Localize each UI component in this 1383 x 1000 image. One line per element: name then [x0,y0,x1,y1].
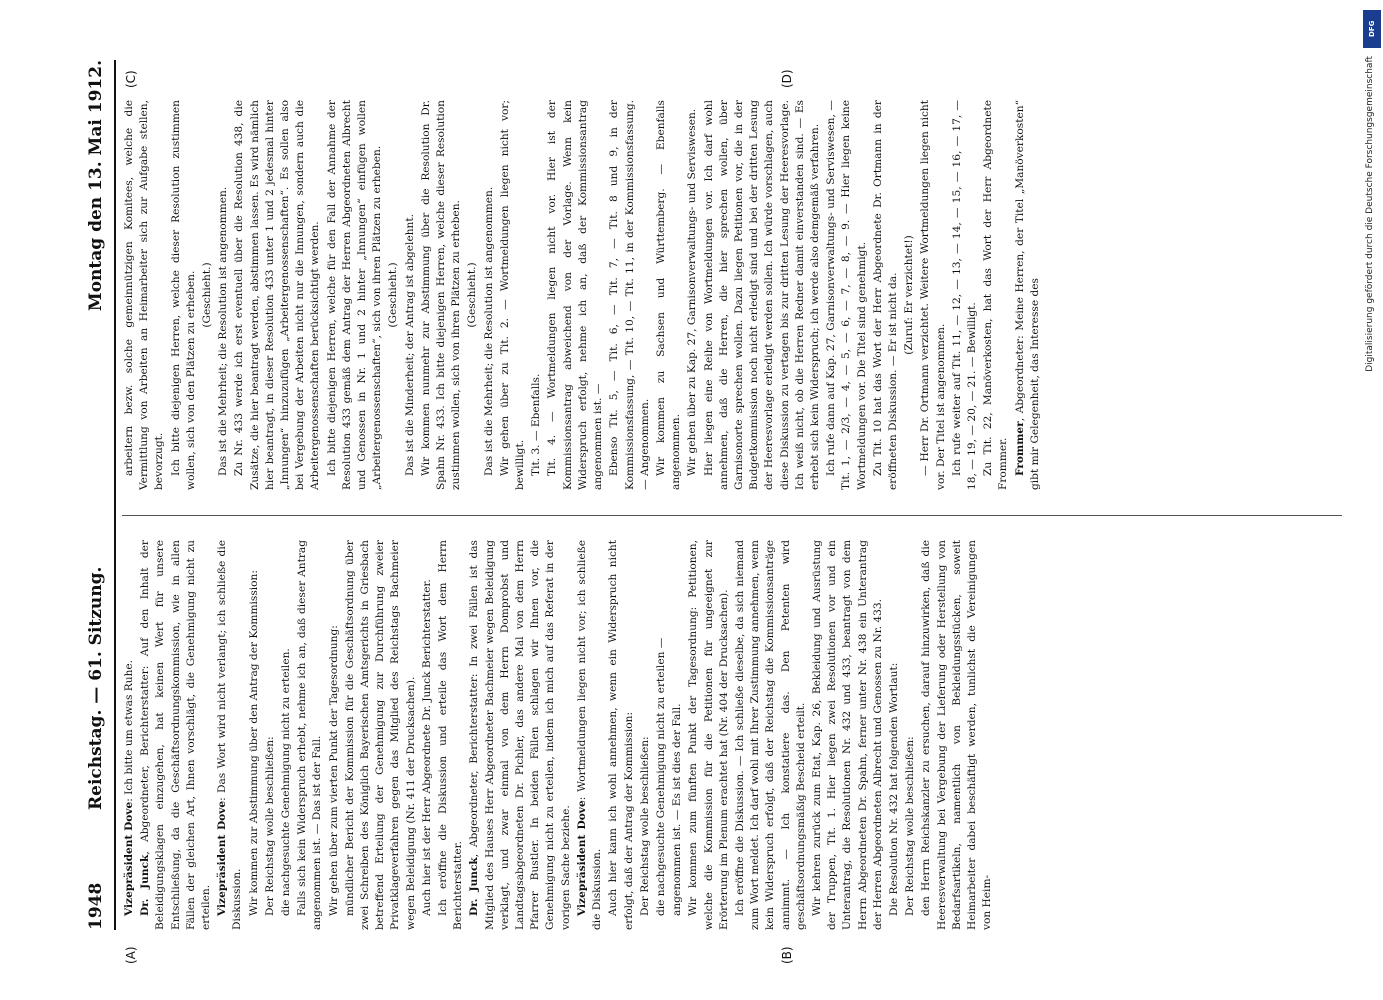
page-header [80,60,116,930]
column-divider [122,515,1342,516]
paragraph: die nachgesuchte Genehmigung nicht zu erteilen — [654,637,667,916]
paragraph: arbeitern bezw. solche gemeinnützigen Komitees, welche die Vermittlung von Arbeiten an Heimarbeiter sich zur Aufgabe stellen, bevorzugt. [123,100,166,490]
paragraph: Auch hier kann ich wohl annehmen, wenn ein Widerspruch nicht erfolgt, daß der Antrag der Kommission: [607,540,635,930]
left-text-column [122,540,1362,930]
page-number: 1948 [86,882,106,930]
margin-mark-a: (A) [124,946,138,964]
paragraph: Zu Tit. 10 hat das Wort der Herr Abgeordnete Dr. Ortmann in der eröffneten Diskussion. — Er ist nicht da. [871,100,899,490]
paragraph: Tit. 3. — Ebenfalls. [530,373,543,476]
margin-mark-c: (C) [124,70,138,88]
paragraph: (Geschieht.) [201,262,214,328]
paragraph: Zu Nr. 433 werde ich erst eventuell über die Resolution 438, die Zusätze, die hier beantragt werden, abstimmen lassen. Es wird nämlich hier beantragt, in dieser Resolution 433 unter 1 und 2 jedesmal hinter „Innungen“ hinzuzufügen „Arbeitergenossenschaften“. Es sollen also bei Vergebung der Arbeiten nicht nur die Innungen, sondern auch die Arbeitergenossenschaften berücksichtigt werden. [233,100,322,490]
paragraph: Wir kommen nunmehr zur Abstimmung über die Resolution Dr. Spahn Nr. 433. Ich bitte diejenigen Herren, welche dieser Resolution zustimmen wollen, sich von ihren Plätzen zu erheben. [419,100,463,490]
margin-mark-d: (D) [780,69,794,88]
paragraph: Die Resolution Nr. 432 hat folgenden Wortlaut: [887,662,900,916]
paragraph: Wir kommen zur Abstimmung über den Antrag der Kommission: [247,570,260,916]
paragraph: Das ist die Mehrheit; die Resolution ist angenommen. [482,186,495,476]
paragraph: Ebenso Tit. 5, — Tit. 6, — Tit. 7, — Tit. 8 und 9, in der Kommissionsfassung, — Tit. 10, — Tit. 11, in der Kommissionsfassung. — Angenommen. [608,100,651,490]
paragraph: (Zuruf: Er verzichtet!) [903,235,916,355]
paragraph: — Herr Dr. Ortmann verzichtet. Weitere Wortmeldungen liegen nicht vor. Der Titel ist angenommen. [919,100,947,490]
paragraph: Das ist die Mehrheit; die Resolution ist angenommen. [217,186,230,476]
paragraph: Vizepräsident Dove: Das Wort wird nicht verlangt; ich schließe die Diskussion. [216,540,244,930]
paragraph: Wir kommen zum fünften Punkt der Tagesordnung: Petitionen, welche die Kommission für die Petitionen für ungeeignet zur Erörterung im Plenum erachtet hat (Nr. 404 der Drucksachen). [687,540,730,930]
paragraph: den Herrn Reichskanzler zu ersuchen, darauf hinzuwirken, daß die Heeresverwaltung bei Vergebung der Lieferung oder Herstellung von Bedarfsartikeln, namentlich von Bekleidungsstücken, soweit Heimarbeiter dabei beschäftigt werden, tunlichst die Vereinigungen von Heim- [920,540,994,930]
paragraph: Zu Tit. 22, Manöverkosten, hat das Wort der Herr Abgeordnete Frommer. [982,100,1010,490]
paragraph: Ich eröffne die Diskussion und erteile das Wort dem Herrn Berichterstatter. [437,540,465,930]
dfg-logo: DFG [1363,10,1381,48]
paragraph: Der Reichstag wolle beschließen: [638,736,651,916]
speaker-name: Vizepräsident Dove [575,800,588,916]
digitization-stamp [1362,10,1382,985]
paragraph: Hier liegen eine Reihe von Wortmeldungen vor. Ich darf wohl annehmen, daß die Herren, die hier sprechen wollen, über Garnisonorte sprechen wollen. Dazu liegen Petitionen vor, die in der Budgetkommission noch nicht erledigt sind und bei der dritten Lesung der Heeresvorlage erledigt werden sollen. Ich würde vorschlagen, auch diese Diskussion zu vertagen bis zur dritten Lesung der Heeresvorlage. Ich weiß nicht, ob die Herren Redner damit einverstanden sind. — Es erhebt sich kein Widerspruch; ich werde also demgemäß verfahren. [702,100,821,490]
speaker-name: Vizepräsident Dove [123,801,135,916]
digitization-note: Digitalisierung gefördert durch die Deutsche Forschungsgemeinschaft [1365,56,1375,372]
paragraph: Das ist die Minderheit; der Antrag ist abgelehnt. [403,214,416,476]
paragraph: Der Reichstag wolle beschließen: [263,736,276,916]
paragraph: Ich bitte diejenigen Herren, welche für den Fall der Annahme der Resolution 433 gemäß dem Antrag der Herren Abgeordneten Albrecht und Genossen in Nr. 1 und 2 hinter „Innungen“ einfügen wollen „Arbeitergenossenschaften“, sich von ihren Plätzen zu erheben. [325,100,384,490]
paragraph: Der Reichstag wolle beschließen: [904,736,917,916]
speaker-name: Frommer [1013,421,1026,476]
paragraph: Dr. Junck, Abgeordneter, Berichterstatter: In zwei Fällen ist das Mitglied des Hauses Herr Abgeordneter Bachmeier wegen Beleidigung verklagt, und zwar einmal von dem Herrn Domprobst und Landtagsabgeordneten Dr. Pichler, das andere Mal von dem Herrn Pfarrer Bustler. In beiden Fällen schlagen wir Ihnen vor, die Genehmigung nicht zu erteilen, indem ich mich auf das Referat in der vorigen Sache beziehe. [468,540,572,930]
paragraph: mündlicher Bericht der Kommission für die Geschäftsordnung über zwei Schreiben des Königlich Bayerischen Amtsgerichts in Griesbach betreffend Erteilung der Genehmigung zur Durchführung zweier Privatklageverfahren gegen das Mitglied des Reichstags Bachmeier wegen Beleidigung (Nr. 411 der Drucksachen). [343,540,417,930]
paragraph: Vizepräsident Dove: Wortmeldungen liegen nicht vor; ich schließe die Diskussion. [575,540,604,930]
paragraph: (Geschieht.) [466,262,479,328]
speaker-name: Vizepräsident Dove [216,800,229,916]
paragraph: Frommer, Abgeordneter: Meine Herren, der Titel „Manöverkosten“ gibt mir Gelegenheit, das Interesse des [1013,100,1041,490]
speaker-name: Dr. Junck [139,854,152,916]
speaker-name: Dr. Junck [468,857,481,916]
paragraph: Ich rufe dann auf Kap. 27, Garnisonverwaltungs- und Serviswesen, — Tit. 1, — 2/3, — 4, — 5, — 6, — 7, — 8, — 9. — Hier liegen keine Wortmeldungen vor. Die Titel sind genehmigt. [825,100,868,490]
paragraph: Falls sich kein Widerspruch erhebt, nehme ich an, daß dieser Antrag angenommen ist. — Das ist der Fall. [296,540,324,930]
paragraph: die nachgesuchte Genehmigung nicht zu erteilen. [280,648,293,916]
paragraph: Tit. 4. — Wortmeldungen liegen nicht vor. Hier ist der Kommissionsantrag abweichend von der Vorlage. Wenn kein Widerspruch erfolgt, nehme ich an, daß der Kommissionsantrag angenommen ist. — [546,100,605,490]
right-text-column [122,100,1362,490]
paragraph: (Geschieht.) [387,262,400,328]
document-page [80,60,1370,964]
header-left-title: Reichstag. — 61. Sitzung. [86,566,106,810]
paragraph: Wir gehen über zum vierten Punkt der Tagesordnung: [327,625,340,916]
paragraph: Ich eröffne die Diskussion. — Ich schließe dieselbe, da sich niemand zum Wort meldet. Ich darf wohl mit Ihrer Zustimmung annehmen, wenn kein Widerspruch erfolgt, daß der Reichstag die Kommissionsanträge annimmt. — Ich konstatiere das. Den Petenten wird geschäftsordnungsmäßig Bescheid erteilt. [733,540,807,930]
margin-mark-b: (B) [780,946,794,964]
paragraph: Wir gehen über zu Kap. 27, Garnisonverwaltungs- und Serviswesen. [686,108,699,476]
paragraph: Ich bitte diejenigen Herren, welche dieser Resolution zustimmen wollen, sich von den Plätzen zu erheben. [169,100,197,490]
paragraph: Ich rufe weiter auf Tit. 11, — 12, — 13, — 14, — 15, — 16, — 17, — 18, — 19, — 20, — 21. — Bewilligt. [950,100,978,490]
paragraph: Dr. Junck, Abgeordneter, Berichterstatter: Auf den Inhalt der Beleidigungsklagen einzugehen, hat keinen Wert für unsere Entschließung, da die Geschäftsordnungskommission, wie in allen Fällen der gleichen Art, Ihnen vorschlägt, die Genehmigung nicht zu erteilen. [139,540,213,930]
paragraph: angenommen ist. — Es ist dies der Fall. [671,703,684,916]
header-right-title: Montag den 13. Mai 1912. [86,60,106,312]
paragraph: Wir gehen über zu Tit. 2. — Wortmeldungen liegen nicht vor; bewilligt. [498,100,527,490]
paragraph: Auch hier ist der Herr Abgeordnete Dr. Junck Berichterstatter. [420,579,433,916]
paragraph: Vizepräsident Dove: Ich bitte um etwas Ruhe. [123,659,135,916]
paragraph: Wir kommen zu Sachsen und Württemberg. — Ebenfalls angenommen. [654,100,683,490]
paragraph: Wir kehren zurück zum Etat, Kap. 26, Bekleidung und Ausrüstung der Truppen, Tit. 1. Hier liegen zwei Resolutionen vor und ein Unterantrag, die Resolutionen Nr. 432 und 433, beantragt von dem Herrn Abgeordneten Dr. Spahn, ferner unter Nr. 438 ein Unterantrag der Herren Abgeordneten Albrecht und Genossen zu Nr. 433. [810,540,884,930]
